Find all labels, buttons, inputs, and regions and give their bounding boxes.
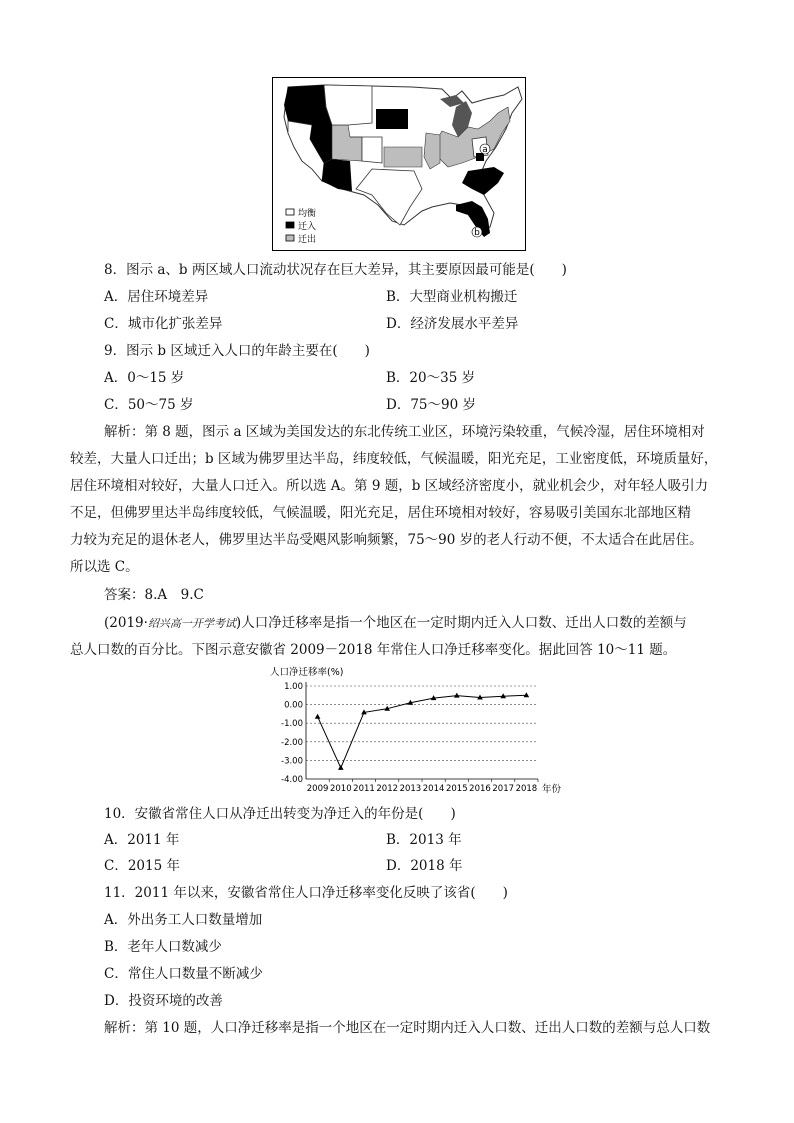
q11-option-b[interactable]: B．老年人口数减少: [104, 939, 222, 955]
map-label-b: b: [474, 228, 480, 238]
chart-y-axis-title: 人口净迁移率(%): [270, 667, 344, 678]
analysis-line: 不足，但佛罗里达半岛纬度较低，气候温暖，阳光充足，居住环境相对较好，容易吸引美国东北部地区精: [70, 505, 691, 521]
chart-x-tick-label: 2014: [422, 784, 445, 794]
legend-balance-label: 均衡: [298, 209, 317, 219]
chart-y-tick-label: -2.00: [281, 737, 303, 748]
q11-option-d[interactable]: D．投资环境的改善: [104, 993, 223, 1009]
chart-data-point: [315, 714, 321, 719]
q8-option-a[interactable]: A．居住环境差异: [104, 289, 209, 305]
analysis-2-line: 解析：第 10 题，人口净迁移率是指一个地区在一定时期内迁入人口数、迁出人口数的差额与总人口数: [104, 1020, 711, 1036]
migration-rate-chart: [260, 664, 580, 798]
chart-y-tick-label: 1.00: [284, 682, 303, 692]
intro-prefix: (2019·: [104, 615, 148, 631]
chart-x-tick-label: 2016: [469, 784, 491, 794]
analysis-line: 较差，大量人口迁出；b 区域为佛罗里达半岛，纬度较低，气候温暖，阳光充足，工业密度低，环境质量好，: [70, 451, 718, 467]
analysis-line: 力较为充足的退休老人，佛罗里达半岛受飓风影响频繁，75～90 岁的老人行动不便，不太适合在此居住。: [70, 532, 703, 548]
chart-x-tick-label: 2018: [515, 784, 538, 794]
map-label-a: a: [482, 145, 488, 155]
q9-option-d[interactable]: D．75～90 岁: [386, 397, 476, 413]
analysis-line: 解析：第 8 题，图示 a 区域为美国发达的东北传统工业区，环境污染较重，气候冷湿，居住环境相对: [104, 424, 705, 440]
q8-option-c[interactable]: C．城市化扩张差异: [104, 316, 223, 332]
q10-option-b[interactable]: B．2013 年: [386, 832, 462, 848]
chart-y-tick-label: -3.00: [281, 756, 303, 767]
q10-option-c[interactable]: C．2015 年: [104, 858, 180, 874]
intro-line-1: [104, 613, 687, 634]
q9-option-c[interactable]: C．50～75 岁: [104, 397, 194, 413]
chart-data-point: [338, 765, 344, 770]
chart-x-tick-label: 2012: [376, 784, 399, 794]
legend-in-label: 迁入: [298, 222, 317, 232]
q11-option-a[interactable]: A．外出务工人口数量增加: [104, 912, 263, 928]
chart-x-tick-label: 2013: [399, 784, 422, 794]
intro-rest: )人口净迁移率是指一个地区在一定时期内迁入人口数、迁出人口数的差额与: [235, 615, 687, 631]
chart-x-tick-label: 2017: [492, 784, 515, 794]
chart-x-tick-label: 2011: [353, 784, 375, 794]
q11-stem: 11．2011 年以来，安徽省常住人口净迁移率变化反映了该省( ): [104, 885, 508, 901]
chart-series-line: [318, 695, 527, 768]
q10-option-d[interactable]: D．2018 年: [386, 858, 463, 874]
q9-stem: 9．图示 b 区域迁入人口的年龄主要在( ): [104, 343, 370, 359]
q11-option-c[interactable]: C．常住人口数量不断减少: [104, 966, 263, 982]
chart-x-axis-title: 年份: [542, 784, 562, 795]
chart-data-point: [524, 692, 530, 697]
us-migration-map: [272, 77, 526, 251]
legend-out-label: 迁出: [298, 235, 317, 245]
chart-x-tick-label: 2015: [445, 784, 468, 794]
analysis-line: 居住环境相对较好，大量人口迁入。所以选 A。第 9 题，b 区域经济密度小，就业机会少，对年轻人吸引力: [70, 478, 709, 494]
q8-stem: 8．图示 a、b 两区域人口流动状况存在巨大差异，其主要原因最可能是( ): [104, 262, 567, 278]
chart-y-tick-label: -1.00: [281, 719, 303, 730]
q9-option-a[interactable]: A．0～15 岁: [104, 370, 185, 386]
q8-option-b[interactable]: B．大型商业机构搬迁: [386, 289, 518, 305]
answer-line: 答案：8.A 9.C: [104, 587, 204, 603]
chart-y-tick-label: 0.00: [284, 700, 303, 711]
chart-y-tick-label: -4.00: [281, 775, 303, 785]
q8-option-d[interactable]: D．经济发展水平差异: [386, 316, 519, 332]
chart-x-tick-label: 2010: [329, 784, 352, 794]
intro-line-2: 总人口数的百分比。下图示意安徽省 2009－2018 年常住人口净迁移率变化。据此回答 10～11 题。: [70, 642, 677, 658]
chart-data-point: [454, 693, 460, 698]
intro-source: 绍兴高一开学考试: [147, 617, 236, 630]
q10-option-a[interactable]: A．2011 年: [104, 832, 180, 848]
q10-stem: 10．安徽省常住人口从净迁出转变为净迁入的年份是( ): [104, 806, 456, 822]
chart-x-tick-label: 2009: [306, 784, 329, 794]
q9-option-b[interactable]: B．20～35 岁: [386, 370, 476, 386]
analysis-line: 所以选 C。: [70, 559, 139, 575]
